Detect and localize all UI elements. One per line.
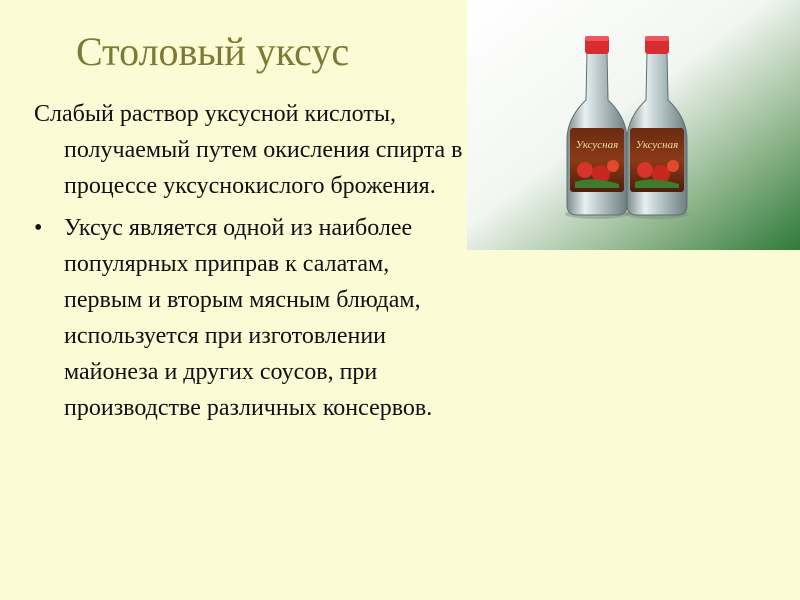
bottle-label-text: Уксусная: [635, 139, 679, 151]
vinegar-bottles-photo: [467, 0, 800, 250]
bullet-marker: •: [34, 215, 43, 241]
definition-paragraph: Слабый раствор уксусной кислоты, получаемый путем окисления спирта в процессе уксуснокислого брожения.: [34, 101, 463, 199]
bottle-label-text: Уксусная: [575, 139, 619, 151]
usage-paragraph: Уксус является одной из наиболее популярных приправ к салатам, первым и вторым мясным блюдам, используется при изготовлении майонеза и других соусов, при производстве различных консервов.: [64, 215, 433, 421]
slide-body: [34, 96, 464, 426]
usage-bullet: [34, 210, 464, 426]
slide-title: Столовый уксус: [76, 29, 350, 74]
